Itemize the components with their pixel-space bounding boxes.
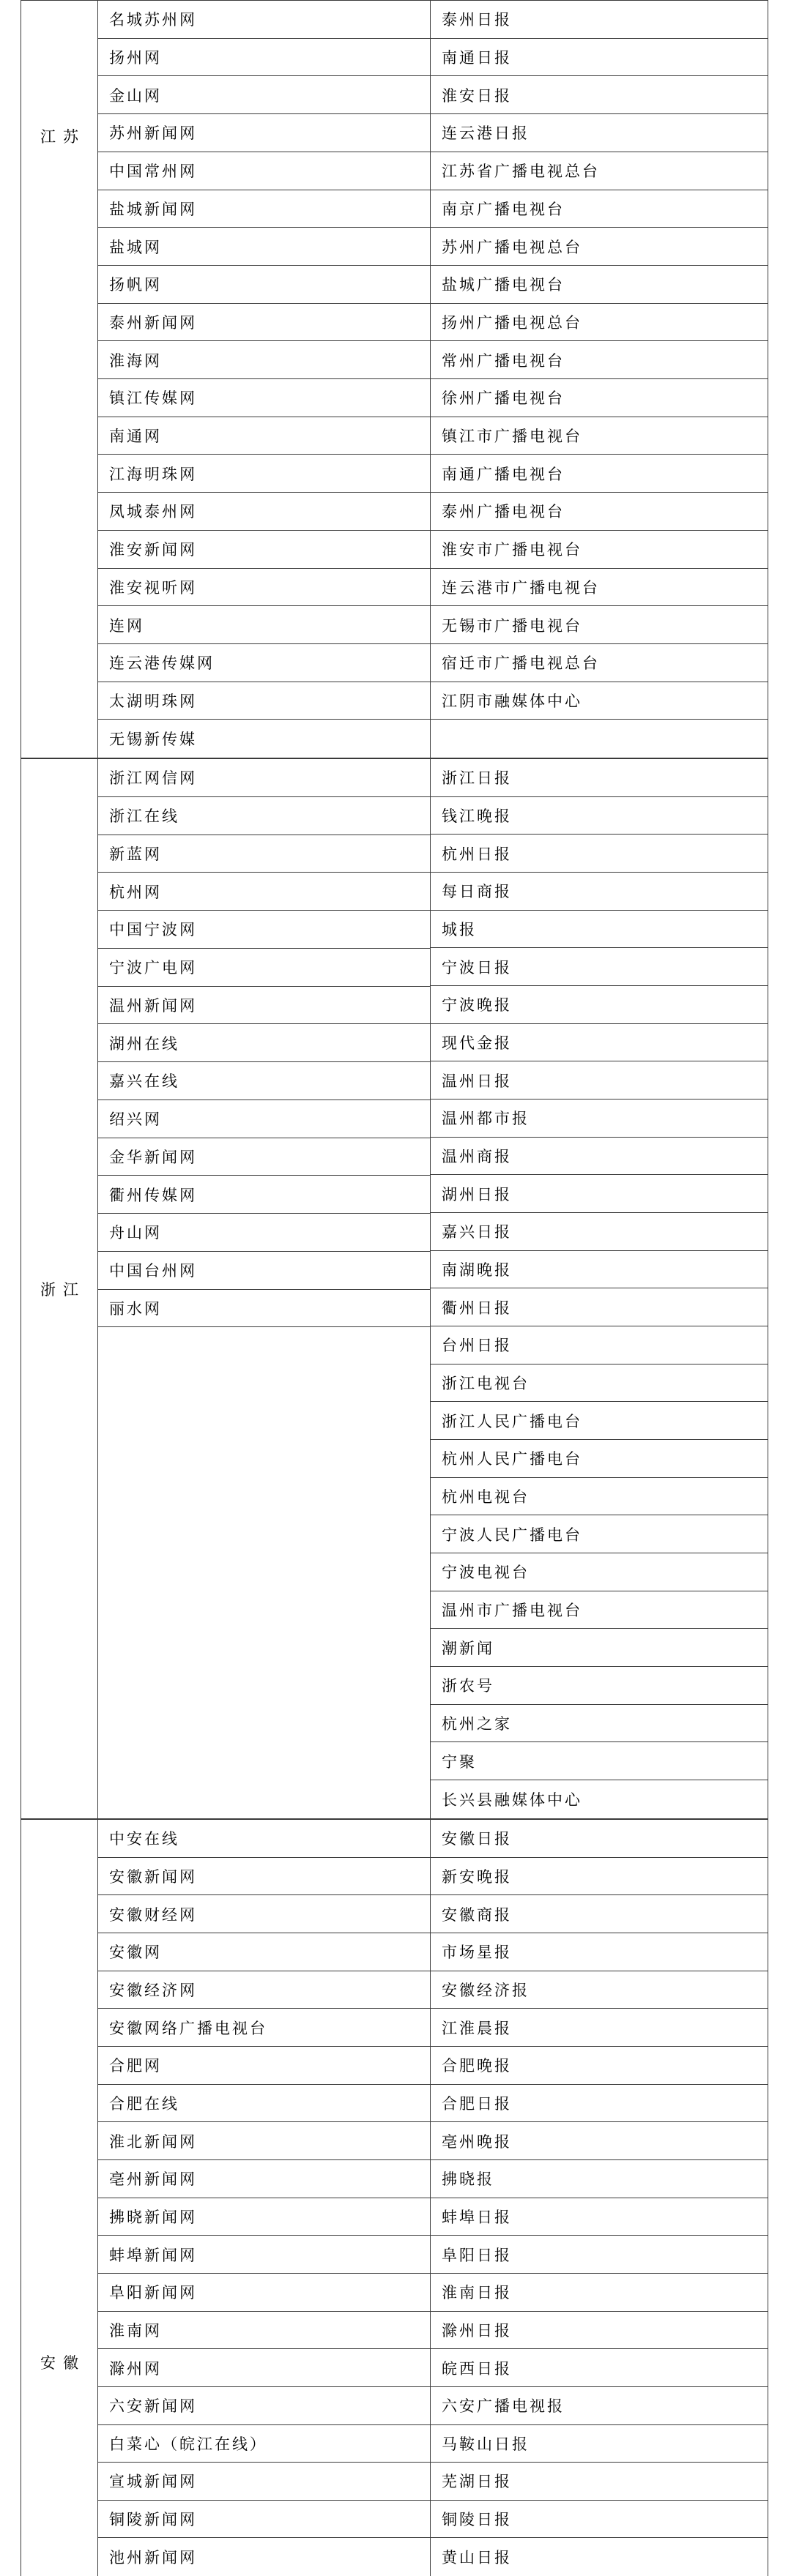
media-outlet-cell: 宿迁市广播电视总台 — [431, 644, 768, 682]
media-outlet-column — [431, 759, 768, 1818]
website-cell: 苏州新闻网 — [98, 114, 430, 152]
province-section-jiangsu — [21, 0, 768, 758]
website-cell: 安徽新闻网 — [98, 1858, 430, 1896]
media-outlet-cell: 衢州日报 — [431, 1288, 768, 1326]
media-outlet-cell: 温州商报 — [431, 1138, 768, 1176]
website-cell: 镇江传媒网 — [98, 379, 430, 417]
media-outlet-cell: 盐城广播电视台 — [431, 266, 768, 304]
media-outlet-cell: 南京广播电视台 — [431, 190, 768, 228]
media-outlet-cell: 南通广播电视台 — [431, 455, 768, 493]
media-outlet-cell: 泰州日报 — [431, 1, 768, 39]
website-cell: 湖州在线 — [98, 1024, 430, 1062]
website-cell: 金华新闻网 — [98, 1138, 430, 1176]
website-cell: 舟山网 — [98, 1214, 430, 1252]
province-label: 安徽 — [40, 2354, 86, 2372]
media-outlet-cell: 宁波晚报 — [431, 986, 768, 1024]
media-outlet-cell: 湖州日报 — [431, 1175, 768, 1213]
media-outlet-cell: 杭州之家 — [431, 1705, 768, 1743]
website-cell: 六安新闻网 — [98, 2387, 430, 2425]
website-cell: 扬帆网 — [98, 266, 430, 304]
media-outlet-cell: 蚌埠日报 — [431, 2198, 768, 2236]
media-outlet-column — [431, 1820, 768, 2576]
media-outlet-cell: 浙农号 — [431, 1667, 768, 1705]
website-cell: 南通网 — [98, 417, 430, 455]
media-outlet-cell: 台州日报 — [431, 1326, 768, 1364]
media-outlet-cell: 市场星报 — [431, 1933, 768, 1971]
website-cell: 阜阳新闻网 — [98, 2274, 430, 2312]
website-cell: 合肥网 — [98, 2047, 430, 2085]
media-outlet-cell: 新安晚报 — [431, 1858, 768, 1896]
media-outlet-cell: 阜阳日报 — [431, 2236, 768, 2274]
website-cell: 浙江网信网 — [98, 759, 430, 797]
website-column — [98, 1820, 431, 2576]
website-cell: 滁州网 — [98, 2349, 430, 2387]
media-outlet-cell: 拂晓报 — [431, 2160, 768, 2198]
media-outlet-cell: 南通日报 — [431, 39, 768, 77]
website-cell: 衢州传媒网 — [98, 1176, 430, 1214]
website-cell: 太湖明珠网 — [98, 682, 430, 720]
website-cell: 宣城新闻网 — [98, 2463, 430, 2501]
website-cell: 亳州新闻网 — [98, 2160, 430, 2198]
website-cell: 绍兴网 — [98, 1100, 430, 1138]
province-cell — [21, 1, 98, 758]
media-outlet-cell: 无锡市广播电视台 — [431, 606, 768, 644]
website-cell: 新蓝网 — [98, 835, 430, 873]
website-cell: 泰州新闻网 — [98, 304, 430, 342]
media-outlet-column — [431, 1, 768, 758]
website-cell: 合肥在线 — [98, 2085, 430, 2123]
website-cell: 盐城新闻网 — [98, 190, 430, 228]
media-outlet-cell: 铜陵日报 — [431, 2501, 768, 2539]
website-cell: 铜陵新闻网 — [98, 2501, 430, 2539]
media-outlet-cell: 江淮晨报 — [431, 2009, 768, 2047]
website-cell: 中国常州网 — [98, 152, 430, 190]
media-outlet-cell: 现代金报 — [431, 1024, 768, 1062]
media-outlet-cell: 江阴市融媒体中心 — [431, 682, 768, 720]
website-cell: 安徽财经网 — [98, 1895, 430, 1933]
website-cell: 杭州网 — [98, 873, 430, 911]
website-cell: 淮北新闻网 — [98, 2122, 430, 2160]
website-cell: 蚌埠新闻网 — [98, 2236, 430, 2274]
website-cell: 中国台州网 — [98, 1252, 430, 1290]
media-outlet-cell: 钱江晚报 — [431, 797, 768, 835]
media-outlet-cell: 杭州日报 — [431, 835, 768, 873]
website-cell: 淮安视听网 — [98, 569, 430, 607]
website-cell: 连云港传媒网 — [98, 644, 430, 682]
media-outlet-cell: 宁波电视台 — [431, 1553, 768, 1591]
website-cell: 名城苏州网 — [98, 1, 430, 39]
media-table — [21, 0, 768, 2576]
website-cell: 淮安新闻网 — [98, 531, 430, 569]
media-outlet-cell: 嘉兴日报 — [431, 1213, 768, 1251]
media-outlet-cell: 合肥晚报 — [431, 2047, 768, 2085]
website-column — [98, 759, 431, 1818]
website-cell: 丽水网 — [98, 1290, 430, 1328]
province-label: 浙江 — [40, 1280, 86, 1299]
media-outlet-cell: 常州广播电视台 — [431, 341, 768, 379]
website-cell: 连网 — [98, 606, 430, 644]
website-cell: 盐城网 — [98, 228, 430, 266]
media-outlet-cell: 宁聚 — [431, 1742, 768, 1780]
website-cell: 江海明珠网 — [98, 455, 430, 493]
media-outlet-cell: 城报 — [431, 911, 768, 949]
media-outlet-cell: 浙江人民广播电台 — [431, 1402, 768, 1440]
media-outlet-cell: 浙江电视台 — [431, 1364, 768, 1403]
media-outlet-cell: 扬州广播电视总台 — [431, 304, 768, 342]
website-cell: 浙江在线 — [98, 797, 430, 835]
province-section-anhui — [21, 1818, 768, 2576]
website-cell: 安徽网络广播电视台 — [98, 2009, 430, 2047]
media-outlet-cell: 镇江市广播电视台 — [431, 417, 768, 455]
media-outlet-cell: 连云港市广播电视台 — [431, 569, 768, 607]
website-column — [98, 1, 431, 758]
media-outlet-cell: 宁波日报 — [431, 948, 768, 986]
media-outlet-cell: 温州日报 — [431, 1061, 768, 1100]
media-outlet-cell: 芜湖日报 — [431, 2463, 768, 2501]
merged-empty-cell — [98, 1327, 430, 1818]
media-outlet-cell: 泰州广播电视台 — [431, 493, 768, 531]
media-outlet-cell: 滁州日报 — [431, 2312, 768, 2350]
website-cell: 金山网 — [98, 76, 430, 114]
website-cell: 凤城泰州网 — [98, 493, 430, 531]
website-cell: 宁波广电网 — [98, 949, 430, 987]
website-cell: 安徽网 — [98, 1933, 430, 1971]
website-cell: 白菜心（皖江在线） — [98, 2425, 430, 2463]
media-outlet-cell: 杭州人民广播电台 — [431, 1440, 768, 1478]
media-outlet-cell: 马鞍山日报 — [431, 2425, 768, 2463]
website-cell: 无锡新传媒 — [109, 731, 197, 749]
website-cell: 扬州网 — [98, 39, 430, 77]
website-cell: 中安在线 — [98, 1820, 430, 1858]
media-outlet-cell: 淮南日报 — [431, 2274, 768, 2312]
website-cell: 安徽经济网 — [98, 1971, 430, 2009]
province-label: 江苏 — [40, 128, 86, 146]
province-cell — [21, 759, 98, 1818]
media-outlet-cell: 皖西日报 — [431, 2349, 768, 2387]
media-outlet-cell: 连云港日报 — [431, 114, 768, 152]
media-outlet-cell: 徐州广播电视台 — [431, 379, 768, 417]
media-outlet-cell: 合肥日报 — [431, 2085, 768, 2123]
website-cell: 嘉兴在线 — [98, 1062, 430, 1100]
province-cell — [21, 1820, 98, 2576]
province-section-zhejiang — [21, 758, 768, 1818]
website-cell: 拂晓新闻网 — [98, 2198, 430, 2236]
website-cell: 淮南网 — [98, 2312, 430, 2350]
media-outlet-cell: 浙江日报 — [431, 759, 768, 797]
media-outlet-cell: 淮安市广播电视台 — [431, 531, 768, 569]
media-outlet-cell: 亳州晚报 — [431, 2122, 768, 2160]
media-outlet-cell: 江苏省广播电视总台 — [431, 152, 768, 190]
media-outlet-cell: 安徽商报 — [431, 1895, 768, 1933]
media-outlet-cell: 黄山日报 — [442, 2549, 512, 2567]
website-cell: 中国宁波网 — [98, 911, 430, 949]
media-outlet-cell: 苏州广播电视总台 — [431, 228, 768, 266]
media-outlet-cell — [431, 720, 768, 758]
media-outlet-cell: 温州都市报 — [431, 1100, 768, 1138]
media-outlet-cell: 六安广播电视报 — [431, 2387, 768, 2425]
media-outlet-cell: 安徽日报 — [431, 1820, 768, 1858]
media-outlet-cell: 安徽经济报 — [431, 1971, 768, 2009]
website-cell: 池州新闻网 — [109, 2549, 197, 2567]
media-outlet-cell: 杭州电视台 — [431, 1478, 768, 1516]
media-outlet-cell: 每日商报 — [431, 873, 768, 911]
media-outlet-cell: 温州市广播电视台 — [431, 1591, 768, 1629]
website-cell: 温州新闻网 — [98, 987, 430, 1025]
media-outlet-cell: 宁波人民广播电台 — [431, 1515, 768, 1553]
website-cell: 淮海网 — [98, 341, 430, 379]
media-outlet-cell: 南湖晚报 — [431, 1251, 768, 1289]
media-outlet-cell: 潮新闻 — [431, 1629, 768, 1667]
media-outlet-cell: 淮安日报 — [431, 76, 768, 114]
media-outlet-cell: 长兴县融媒体中心 — [442, 1791, 582, 1809]
